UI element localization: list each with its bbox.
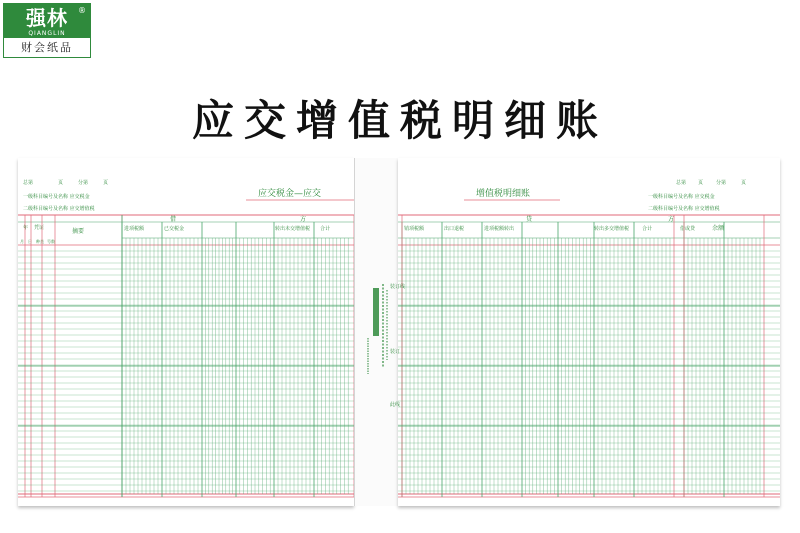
right-ledger-grid: [390, 158, 780, 506]
brand-logo: [3, 3, 91, 58]
registered-mark: ®: [78, 6, 86, 15]
right-header-sub: 分第: [716, 180, 727, 186]
logo-mark: [4, 4, 90, 38]
left-col-year: 年: [23, 225, 29, 231]
left-ledger-grid: [18, 158, 354, 506]
left-col-month: 月: [20, 239, 24, 244]
left-col-paid-tax: 已交税金: [164, 226, 185, 232]
left-ledger-page: [18, 158, 354, 506]
binding-note-1: 装订线: [390, 284, 406, 290]
left-header-sub: 分第: [78, 180, 89, 186]
right-grid-lines: [398, 215, 780, 497]
right-account-row-1: 一级科目编号及名称 应交税金: [648, 194, 715, 200]
left-col-day: 日: [28, 239, 32, 244]
spine-imprint: [355, 278, 399, 378]
right-col-balance: 余额: [712, 225, 725, 232]
left-account-row-2: 二级科目编号及名称 应交增值税: [23, 206, 95, 212]
right-col-side: 方: [668, 216, 675, 223]
right-ledger-page: [390, 158, 780, 506]
left-col-summary: 摘要: [72, 228, 85, 235]
left-col-type: 种类: [36, 239, 44, 244]
logo-brand-name: 强林: [26, 6, 68, 30]
right-col-credit: 贷: [526, 216, 533, 223]
right-header-page: 页: [698, 180, 704, 186]
right-col-direction: 借或贷: [680, 226, 696, 232]
left-header-subpage: 页: [103, 180, 109, 186]
logo-subtitle: 财会纸品: [21, 41, 73, 54]
right-col-input-transfer: 进项税额转出: [484, 226, 515, 232]
left-grid-lines: [18, 215, 354, 497]
left-account-row-1: 一级科目编号及名称 应交税金: [23, 194, 90, 200]
left-ledger-title: 应交税金—应交: [258, 189, 322, 199]
right-ledger-title: 增值税明细账: [476, 189, 531, 199]
left-col-side: 方: [300, 216, 307, 223]
right-col-output-tax: 销项税额: [404, 226, 425, 232]
left-header-total: 总第: [23, 180, 34, 186]
logo-english-name: QIANGLIN: [28, 30, 66, 37]
right-header-subpage: 页: [741, 180, 747, 186]
right-header-total: 总第: [676, 180, 687, 186]
ledger-book: [18, 158, 782, 513]
book-spine: [354, 158, 400, 506]
right-col-total: 合计: [642, 226, 653, 232]
left-col-debit: 借: [170, 216, 177, 223]
left-col-transfer-out: 转出未交增值税: [275, 226, 311, 232]
right-account-row-2: 二级科目编号及名称 应交增值税: [648, 206, 720, 212]
left-col-total: 合计: [320, 226, 331, 232]
right-col-export-refund: 出口退税: [444, 226, 465, 232]
left-col-input-tax: 进项税额: [124, 226, 145, 232]
right-col-overpaid-transfer: 转出多交增值税: [594, 226, 630, 232]
binding-note-3: 此线: [390, 402, 401, 408]
left-col-voucher: 凭证: [34, 225, 45, 231]
left-header-page: 页: [58, 180, 64, 186]
binding-note-2: 装订: [390, 349, 401, 355]
page-title: 应交增值税明细账: [191, 96, 608, 145]
left-col-number: 号数: [47, 239, 55, 244]
